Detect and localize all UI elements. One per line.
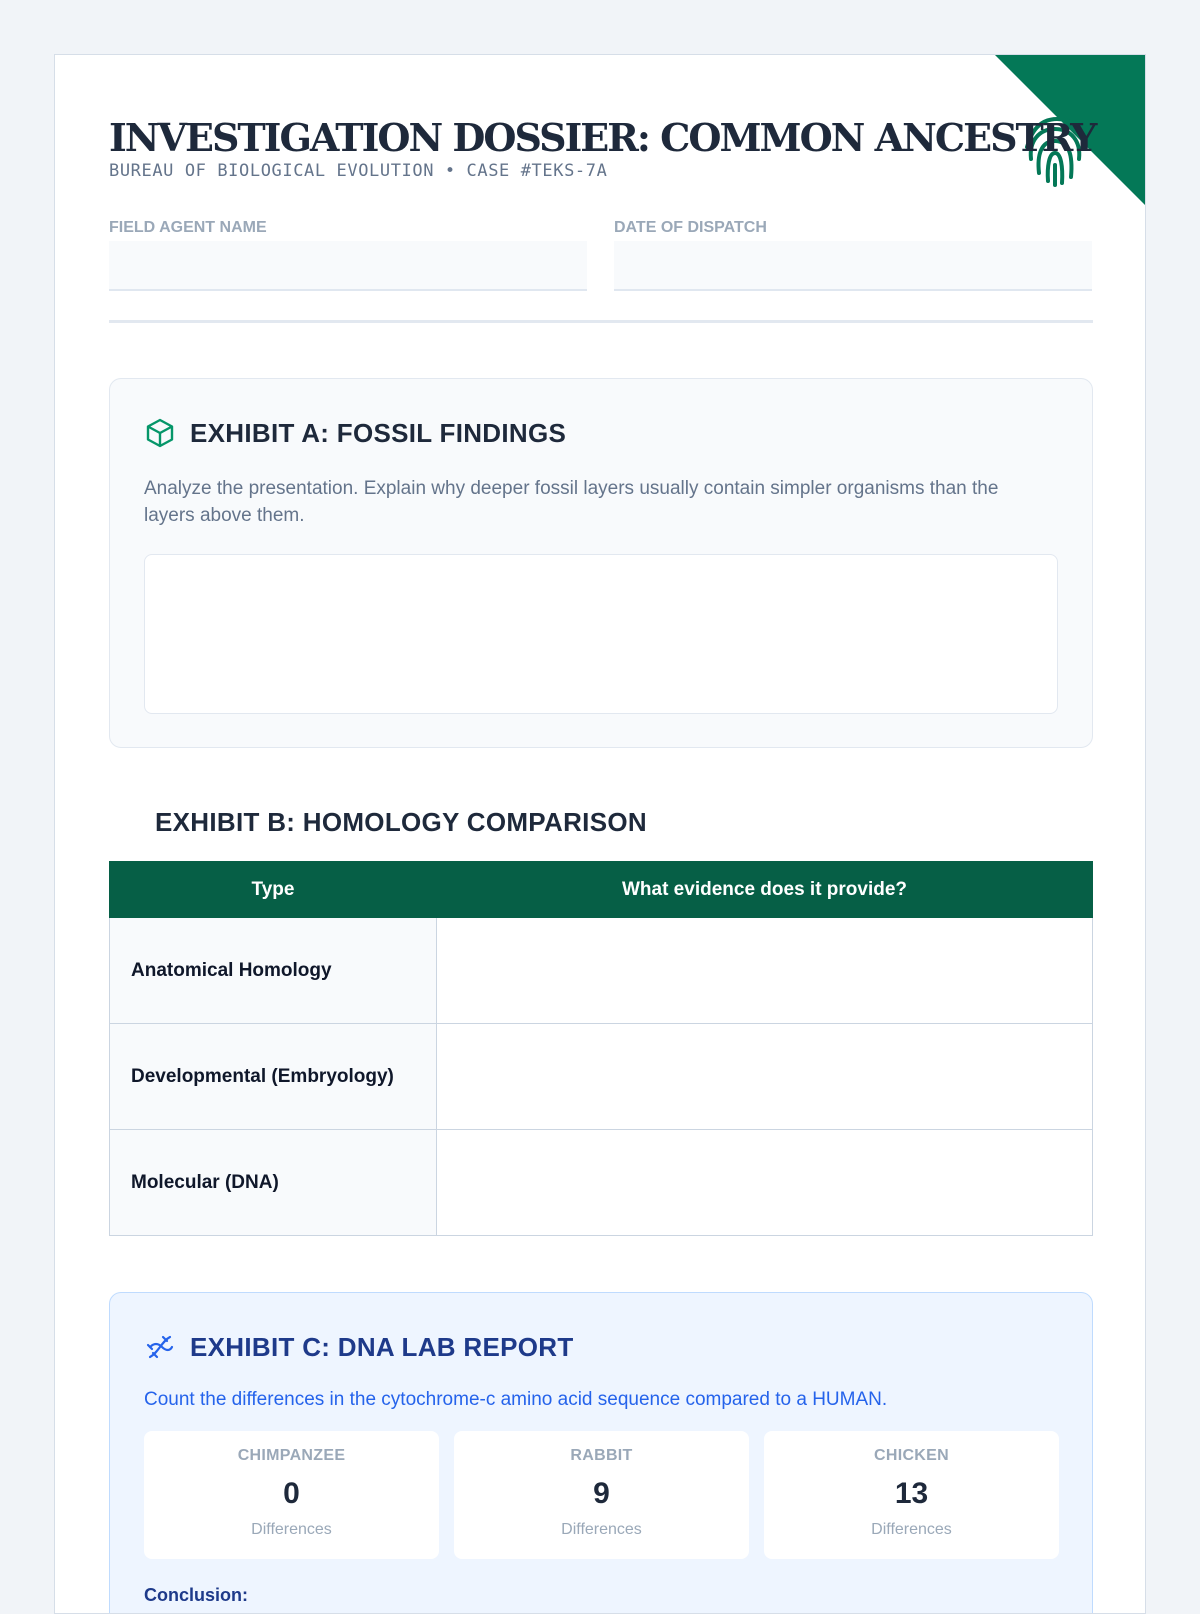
row-answer-molecular[interactable] [437, 1130, 1093, 1236]
stat-value: 13 [894, 1477, 929, 1510]
stat-card-chimpanzee [144, 1431, 439, 1559]
row-type-molecular: Molecular (DNA) [110, 1130, 437, 1236]
page-subtitle: BUREAU OF BIOLOGICAL EVOLUTION • CASE #TEKS-7A [109, 161, 608, 181]
table-row [110, 918, 1093, 1024]
row-type-developmental: Developmental (Embryology) [110, 1024, 437, 1130]
conclusion-label: Conclusion: [144, 1585, 248, 1605]
stat-value: 0 [283, 1477, 300, 1510]
worksheet-page [54, 54, 1146, 1614]
row-answer-developmental[interactable] [437, 1024, 1093, 1130]
stat-card-rabbit [454, 1431, 749, 1559]
agent-name-input[interactable] [109, 241, 587, 291]
exhibit-c-title: EXHIBIT C: DNA LAB REPORT [190, 1331, 574, 1362]
stat-name: CHIMPANZEE [237, 1447, 346, 1464]
stat-unit: Differences [871, 1521, 952, 1538]
cube-icon [144, 417, 176, 449]
row-type-anatomical: Anatomical Homology [110, 918, 437, 1024]
dispatch-date-input[interactable] [614, 241, 1092, 291]
stat-name: CHICKEN [874, 1447, 949, 1464]
stat-value: 9 [593, 1477, 610, 1510]
exhibit-a-prompt: Analyze the presentation. Explain why deeper fossil layers usually contain simpler organisms than the layers above them. [144, 478, 999, 526]
page-title: INVESTIGATION DOSSIER: COMMON ANCESTRY [109, 115, 1096, 160]
exhibit-c-header [144, 1331, 574, 1363]
agent-name-label: FIELD AGENT NAME [109, 219, 267, 236]
exhibit-c-panel [109, 1292, 1093, 1614]
exhibit-a-answer[interactable] [144, 554, 1058, 714]
table-row [110, 1130, 1093, 1236]
exhibit-b-title: EXHIBIT B: HOMOLOGY COMPARISON [155, 807, 647, 837]
exhibit-a-header [144, 417, 566, 449]
table-row [110, 1024, 1093, 1130]
stat-name: RABBIT [570, 1447, 633, 1464]
header-divider [109, 320, 1093, 323]
row-answer-anatomical[interactable] [437, 918, 1093, 1024]
dna-icon [144, 1331, 176, 1363]
dispatch-date-label: DATE OF DISPATCH [614, 219, 767, 236]
exhibit-c-prompt: Count the differences in the cytochrome-c amino acid sequence compared to a HUMAN. [144, 1389, 888, 1410]
column-header-evidence: What evidence does it provide? [437, 862, 1093, 918]
homology-table [109, 861, 1093, 1236]
exhibit-a-panel [109, 378, 1093, 748]
table-header-row [110, 862, 1093, 918]
stat-unit: Differences [561, 1521, 642, 1538]
column-header-type: Type [110, 862, 437, 918]
stat-card-chicken [764, 1431, 1059, 1559]
exhibit-a-title: EXHIBIT A: FOSSIL FINDINGS [190, 417, 567, 448]
stat-unit: Differences [251, 1521, 332, 1538]
